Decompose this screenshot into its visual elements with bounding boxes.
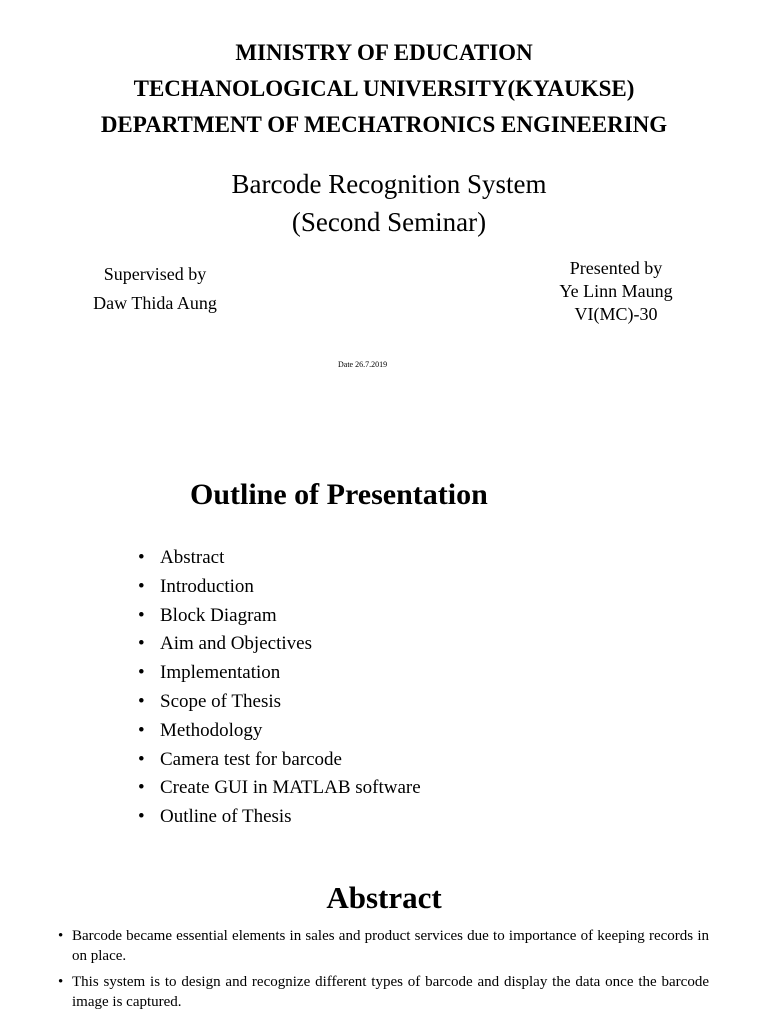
bullet-icon: •: [138, 748, 145, 770]
outline-item: [138, 774, 558, 803]
outline-item-text: Create GUI in MATLAB software: [160, 777, 421, 799]
presenter-id: VI(MC)-30: [574, 304, 658, 324]
supervised-label: Supervised by: [103, 264, 207, 284]
ministry-heading: MINISTRY OF EDUCATION: [235, 40, 533, 65]
outline-item: [138, 746, 558, 775]
supervisor-block: [55, 260, 255, 318]
bullet-icon: •: [138, 690, 145, 712]
outline-item: [138, 803, 558, 832]
outline-item-text: Scope of Thesis: [160, 690, 282, 712]
outline-list: [138, 544, 558, 832]
outline-item-text: Implementation: [160, 662, 281, 684]
abstract-item: [58, 972, 709, 1012]
outline-item: [138, 659, 558, 688]
abstract-item-text: Barcode became essential elements in sales and product services due to importance of keeping records in on place.: [72, 928, 709, 964]
bullet-icon: •: [138, 806, 145, 828]
presentation-title: Barcode Recognition System: [231, 169, 547, 199]
presenter-name: Ye Linn Maung: [559, 281, 673, 301]
abstract-heading: Abstract: [326, 880, 442, 915]
outline-item: [138, 602, 558, 631]
department-heading: DEPARTMENT OF MECHATRONICS ENGINEERING: [100, 112, 668, 137]
presented-label: Presented by: [569, 258, 663, 278]
outline-item-text: Aim and Objectives: [160, 633, 312, 655]
university-heading: TECHANOLOGICAL UNIVERSITY(KYAUKSE): [133, 76, 635, 101]
outline-item-text: Introduction: [160, 575, 254, 597]
seminar-date: Date 26.7.2019: [338, 360, 388, 369]
outline-item-text: Block Diagram: [160, 604, 277, 626]
bullet-icon: •: [138, 777, 145, 799]
bullet-icon: •: [138, 719, 145, 741]
outline-item-text: Abstract: [160, 547, 225, 568]
bullet-icon: •: [138, 547, 145, 568]
outline-item: [138, 573, 558, 602]
bullet-icon: •: [138, 604, 145, 626]
abstract-item-text: This system is to design and recognize different types of barcode and display the data once the barcode image is captured.: [72, 974, 709, 1010]
outline-item-text: Methodology: [160, 719, 263, 741]
supervisor-name: Daw Thida Aung: [93, 293, 217, 313]
outline-item: [138, 717, 558, 746]
abstract-list: [58, 926, 709, 1018]
abstract-item: [58, 926, 709, 966]
outline-item: [138, 630, 558, 659]
bullet-icon: •: [138, 662, 145, 684]
bullet-icon: •: [58, 974, 64, 990]
outline-item: [138, 688, 558, 717]
outline-item: [138, 544, 558, 573]
outline-item-text: Camera test for barcode: [160, 748, 342, 770]
bullet-icon: •: [138, 575, 145, 597]
bullet-icon: •: [138, 633, 145, 655]
outline-item-text: Outline of Thesis: [160, 806, 292, 828]
bullet-icon: •: [58, 928, 64, 944]
presentation-subtitle: (Second Seminar): [291, 207, 487, 237]
presenter-block: [516, 257, 716, 326]
outline-heading: Outline of Presentation: [190, 478, 488, 511]
